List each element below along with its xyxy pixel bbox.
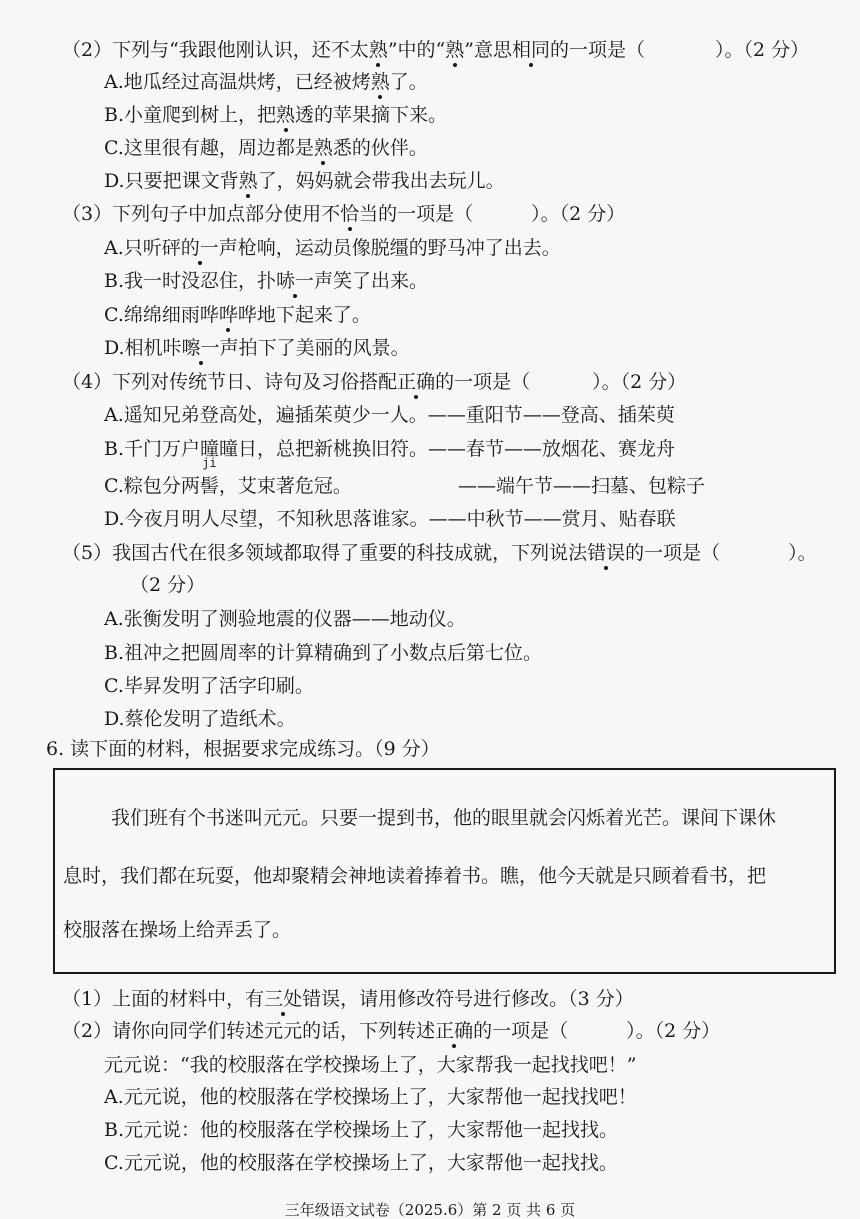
q2-option-b: B.小童爬到树上，把熟透的苹果摘下来。 xyxy=(104,104,448,126)
q5-option-d: D.蔡伦发明了造纸术。 xyxy=(104,708,296,730)
q2-stem: （2）下列与“我跟他刚认识，还不太熟”中的“熟”意思相同的一项是（ ）。（2 分） xyxy=(62,39,810,61)
q5-option-c: C.毕昇发明了活字印刷。 xyxy=(104,675,314,697)
q6-option-b: B.元元说：他的校服落在学校操场上了，大家帮他一起找找。 xyxy=(104,1119,619,1141)
q6-title: 6. 读下面的材料，根据要求完成练习。（9 分） xyxy=(46,738,440,760)
q3-option-d: D.相机咔嚓一声拍下了美丽的风景。 xyxy=(104,337,410,359)
q5-stem: （5）我国古代在很多领域都取得了重要的科技成就，下列说法错误的一项是（ ）。 xyxy=(62,542,817,564)
material-line-2: 息时，我们都在玩耍，他却聚精会神地读着捧着书。瞧，他今天就是只顾着看书，把 xyxy=(63,865,767,887)
q4-stem: （4）下列对传统节日、诗句及习俗搭配正确的一项是（ ）。（2 分） xyxy=(62,371,687,393)
q3-option-a: A.只听砰的一声枪响，运动员像脱缰的野马冲了出去。 xyxy=(104,237,561,259)
q4-option-d: D.今夜月明人尽望，不知秋思落谁家。——中秋节——赏月、贴春联 xyxy=(104,508,676,530)
q6-quote: 元元说：“我的校服落在学校操场上了，大家帮我一起找找吧！” xyxy=(104,1054,637,1076)
q6-option-a: A.元元说，他的校服落在学校操场上了，大家帮他一起找找吧！ xyxy=(104,1086,637,1108)
q4-option-b: B.千门万户曈曈日，总把新桃换旧符。——春节——放烟花、赛龙舟 xyxy=(104,438,676,460)
q6-sub2-stem: （2）请你向同学们转述元元的话，下列转述正确的一项是（ ）。（2 分） xyxy=(62,1020,721,1042)
material-line-3: 校服落在操场上给弄丢了。 xyxy=(63,919,292,941)
pinyin-annotation: ji 髻 xyxy=(199,456,219,497)
q5-option-b: B.祖冲之把圆周率的计算精确到了小数点后第七位。 xyxy=(104,642,543,664)
q5-score: （2 分） xyxy=(130,574,206,596)
q5-option-a: A.张衡发明了测验地震的仪器——地动仪。 xyxy=(104,608,466,630)
q6-option-c: C.元元说，他的校服落在学校操场上了，大家帮他一起找找。 xyxy=(104,1152,618,1174)
q2-option-c: C.这里很有趣，周边都是熟悉的伙伴。 xyxy=(104,137,428,159)
q2-option-d: D.只要把课文背熟了，妈妈就会带我出去玩儿。 xyxy=(104,170,505,192)
q4-option-c: C.粽包分两 ji 髻，艾束著危冠。 ——端午节——扫墓、包粽子 xyxy=(104,456,705,497)
material-line-1: 我们班有个书迷叫元元。只要一提到书，他的眼里就会闪烁着光芒。课间下课休 xyxy=(111,807,777,829)
q6-sub1: （1）上面的材料中，有三处错误，请用修改符号进行修改。（3 分） xyxy=(62,988,634,1010)
page-footer: 三年级语文试卷（2025.6）第 2 页 共 6 页 xyxy=(284,1201,576,1219)
q3-option-c: C.绵绵细雨哗哗哗地下起来了。 xyxy=(104,304,371,326)
reading-material-box xyxy=(53,768,836,974)
q2-option-a: A.地瓜经过高温烘烤，已经被烤熟了。 xyxy=(104,71,428,93)
q4-option-a: A.遥知兄弟登高处，遍插茱萸少一人。——重阳节——登高、插茱萸 xyxy=(104,404,675,426)
q3-stem: （3）下列句子中加点部分使用不恰当的一项是（ ）。（2 分） xyxy=(62,203,626,225)
q3-option-b: B.我一时没忍住，扑哧一声笑了出来。 xyxy=(104,270,429,292)
